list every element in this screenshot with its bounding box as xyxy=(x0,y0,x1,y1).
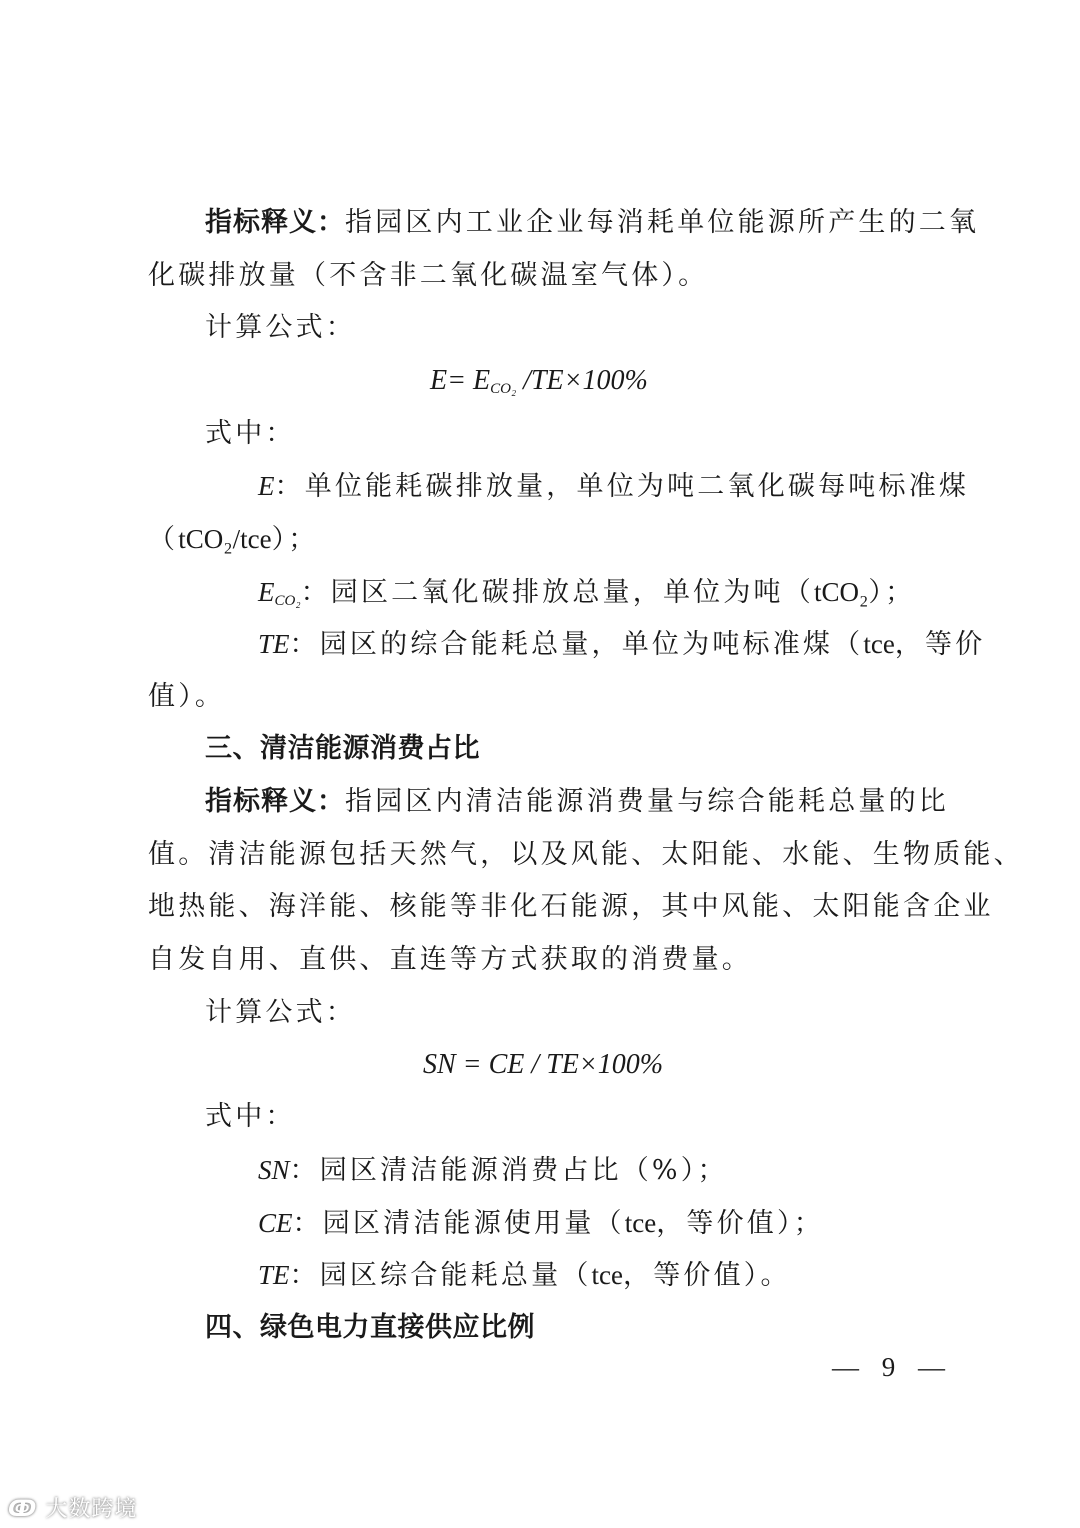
variable-definition: SN：园区清洁能源消费占比（%）； xyxy=(258,1155,728,1186)
watermark: ↂ 大数跨境 xyxy=(8,1497,138,1522)
paragraph-line: 指标释义：指园区内工业企业每消耗单位能源所产生的二氧 xyxy=(205,207,980,238)
variable-definition: E：单位能耗碳排放量，单位为吨二氧化碳每吨标准煤 xyxy=(258,471,970,502)
formula-sn: SN = CE / TE×100% xyxy=(423,1049,664,1080)
formula-label: 计算公式： xyxy=(205,312,356,343)
paragraph-line: 自发自用、直供、直连等方式获取的消费量。 xyxy=(148,944,752,975)
page-number: — 9 — xyxy=(832,1352,953,1382)
paragraph-line: 指标释义：指园区内清洁能源消费量与综合能耗总量的比 xyxy=(205,786,949,817)
where-label: 式中： xyxy=(205,1101,296,1132)
formula-label: 计算公式： xyxy=(205,997,356,1028)
formula-e: $E= E_{CO_2}$ /TE×100% xyxy=(430,365,648,397)
section-heading: 三、清洁能源消费占比 xyxy=(205,733,480,764)
paragraph-line: 地热能、海洋能、核能等非化石能源，其中风能、太阳能含企业 xyxy=(148,891,994,922)
paragraph-line: 值）。 xyxy=(148,681,226,712)
paragraph-line: 值。清洁能源包括天然气，以及风能、太阳能、水能、生物质能、 xyxy=(148,839,1024,870)
variable-definition: TE：园区综合能耗总量（tce，等价值）。 xyxy=(258,1260,791,1291)
variable-definition: TE：园区的综合能耗总量，单位为吨标准煤（tce，等价 xyxy=(258,629,986,660)
variable-definition: CE：园区清洁能源使用量（tce，等价值）； xyxy=(258,1208,824,1239)
where-label: 式中： xyxy=(205,418,296,449)
section-heading: 四、绿色电力直接供应比例 xyxy=(205,1312,535,1343)
term-label: 指标释义： xyxy=(205,207,345,238)
term-label: 指标释义： xyxy=(205,786,345,817)
logo-icon: ↂ xyxy=(8,1497,38,1522)
variable-definition: $E_{CO_2}$：园区二氧化碳排放总量，单位为吨（tCO₂）； xyxy=(258,577,916,609)
paragraph-line: 化碳排放量（不含非二氧化碳温室气体）。 xyxy=(148,260,709,291)
paragraph-line: （tCO₂/tce）； xyxy=(148,524,319,555)
